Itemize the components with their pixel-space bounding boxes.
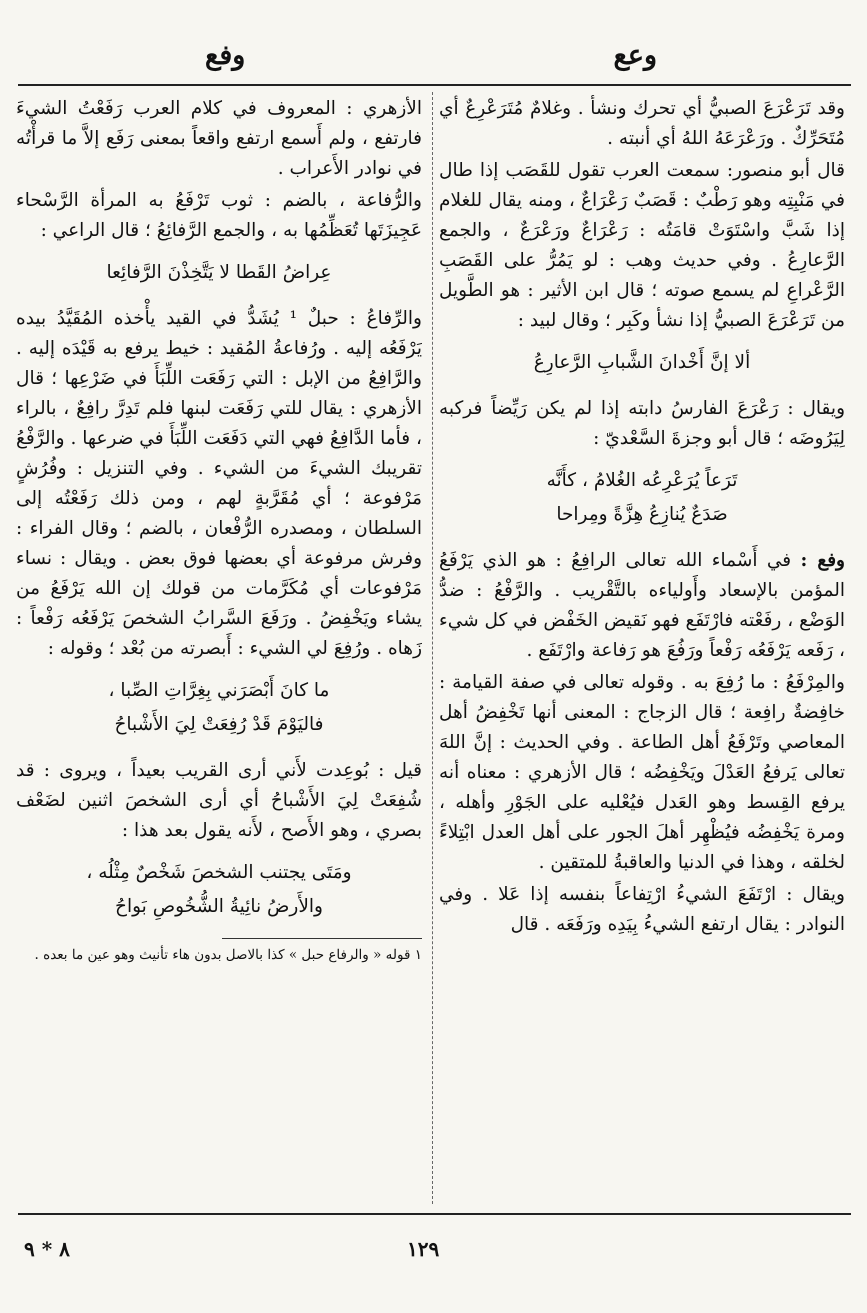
paragraph: الأزهري : المعروف في كلام العرب رَفَعْتُ الشيءَ فارتفع ، ولم أَسمع ارتفع واقعاً بمعنى رَفَع إلاَّ ما قرأْتُه في نوادر الأَعراب .	[16, 98, 422, 179]
footnote: ١ قوله « والرفاع حبل » كذا بالاصل بدون هاء تأنيث وهو عين ما بعده .	[34, 947, 422, 963]
verse-line: صَدَعٌ يُنازِعُ هِزَّةً ومِراحا	[556, 504, 728, 525]
verse	[439, 464, 845, 532]
paragraph: قال أبو منصور: سمعت العرب تقول للقَصَب إذا طال في مَنْبِتِه وهو رَطْبٌ : قَصَبٌ رَعْرَاعٌ ، ومنه يقال للغلام إذا شَبَّ واسْتَوَتْ قامَتُه : رَعْرَاعٌ ورَعْرَعٌ ، والجمع الرَّعارِعُ . وفي حديث وهب : لو يَمُرُّ على القَصَبِ الرَّعْراعِ لم يسمع صوته ؛ قال ابن الأثير : هو الطَّويل من تَرَعْرَعَ الصبيُّ إذا نشأ وكَبِر ؛ وقال لبيد :	[439, 160, 845, 331]
entry-text: في أَسْماء الله تعالى الرافِعُ : هو الذي يَرْفَعُ المؤمن بالإسعاد وأَولياءه بالتَّقْريب . والرَّفْعُ : ضدُّ الوَضْع ، رفَعْته فارْتَفَع فهو نَقيض الخَفْض في كل شيء ، رَفَعه يَرْفَعُه رَفْعاً ورَفُعَ هو رَفاعة وارْتَفَع .	[439, 550, 845, 661]
verse-line: ومَتَى يجتنب الشخصَ شَخْصٌ مِثْلُه ،	[86, 862, 352, 883]
paragraph: ويقال : ارْتَفَعَ الشيءُ ارْتِفاعاً بنفسه إذا عَلا . وفي النوادر : يقال ارتفع الشيءُ بِيَدِه ورَفَعَه . قال	[439, 884, 845, 935]
signature-mark: ٨ * ٩	[24, 1237, 70, 1261]
verse	[16, 856, 422, 924]
verse-line: تَرَعاً يُرَعْرِعُه الغُلامُ ، كأَنَّه	[546, 470, 738, 491]
verse-line: والأَرضُ نائِيةُ الشُّخُوصِ بَواحُ	[115, 896, 323, 917]
left-running-headword: وفع	[205, 40, 246, 71]
entry-paragraph	[439, 546, 845, 666]
right-running-headword: وعع	[613, 40, 657, 71]
left-column	[16, 94, 422, 1206]
entry-headword: وفع :	[800, 550, 845, 571]
header-rule	[18, 84, 851, 86]
verse-line: ما كانَ أَبْصَرَني بِغِرَّاتِ الصِّبا ،	[108, 680, 330, 701]
verse	[439, 346, 845, 380]
paragraph: والمِرْفَعُ : ما رُفِعَ به . وقوله تعالى في صفة القيامة : خافِضةٌ رافِعة ؛ قال الزجاج : المعنى أنها تَخْفِضُ أهل المعاصي وتَرْفَعُ أهل الطاعة . وفي الحديث : إنَّ اللهَ تعالى يَرفعُ العَدْلَ ويَخْفِضُه ؛ قال الأزهري : معناه أنه يرفع القِسط وهو العَدل فيُعْليه على الجَوْرِ وأهله ، ومرة يَخْفِضُه فيُظْهِر أهلَ الجور على أهل العدل ابْتِلاءً لخلقه ، وهذا في الدنيا والعاقبةُ للمتقين .	[439, 672, 845, 873]
verse	[16, 256, 422, 290]
paragraph: والرِّفاعُ : حبلٌ ¹ يُشَدُّ في القيد يأْخذه المُقَيَّدُ بيده يَرْفَعُه إليه . ورُفاعةُ المُقيد : خيط يرفع به قَيْدَه إليه . والرَّافِعُ من الإبل : التي رَفَعَت اللِّبَأَ في ضَرْعِها ؛ قال الأزهري : يقال للتي رَفَعَت لبنها فلم تَدِرَّ رافِعٌ ، بالراء ، فأما الدَّافِعُ فهي التي دَفَعَت اللِّبَأَ في ضرعها . والرَّفْعُ تقريبك الشيءَ من الشيء . وفي التنزيل : وفُرُشٍ مَرْفوعة ؛ أي مُقَرَّبةٍ لهم ، ومن ذلك رَفَعْتُه إلى السلطان ، ومصدره الرُّفْعان ، بالضم ؛ وقال الفراء : وفرش مرفوعة أي بعضها فوق بعض . ويقال : نساء مَرْفوعات أي مُكَرَّمات من قولك إن الله يَرْفَعُ من يشاء ويَخْفِضُ . ورَفَعَ السَّرابُ الشخصَ يَرْفَعُه رَفْعاً : زَهاه . ورُفِعَ لي الشيء : أَبصرته من بُعْد ؛ وقوله :	[16, 308, 422, 659]
paragraph: وقد تَرَعْرَعَ الصبيُّ أي تحرك ونشأ . وغلامٌ مُتَرَعْرِعٌ أي مُتَحَرِّكٌ . ورَعْرَعَهُ اللهُ أي أنبته .	[439, 98, 845, 149]
verse	[16, 674, 422, 742]
paragraph: ويقال : رَعْرَعَ الفارسُ دابته إذا لم يكن رَيِّضاً فركبه لِيَرُوضَه ؛ قال أبو وجزةَ السَّعْديّ :	[439, 398, 845, 449]
right-column	[439, 94, 845, 1206]
verse-line: عِراضُ القَطا لا يَتَّخِذْنَ الرَّفائِعا	[106, 262, 332, 283]
verse-line: فاليَوْمَ قَدْ رُفِعَتْ لِيَ الأَشْباحُ	[114, 714, 324, 735]
verse-line: ألا إنَّ أَخْدانَ الشَّبابِ الرَّعارِعُ	[533, 352, 751, 373]
column-divider	[432, 92, 433, 1204]
page-number: ١٢٩	[407, 1237, 440, 1261]
paragraph: قيل : بُوعِدت لأَني أرى القريب بعيداً ، ويروى : قد شُفِعَتْ لِيَ الأَشْباحُ أي أرى الشخصَ اثنين لضَعْف بصري ، وهو الأَصح ، لأَنه يقول بعد هذا :	[16, 760, 422, 841]
footnote-rule	[222, 938, 422, 939]
footer-rule	[18, 1213, 851, 1215]
paragraph: والرُّفاعة ، بالضم : ثوب تَرْفَعُ به المرأة الرَّسْحاء عَجِيزَتَها تُعَظِّمُها به ، والجمع الرَّفائِعُ ؛ قال الراعي :	[16, 190, 422, 241]
